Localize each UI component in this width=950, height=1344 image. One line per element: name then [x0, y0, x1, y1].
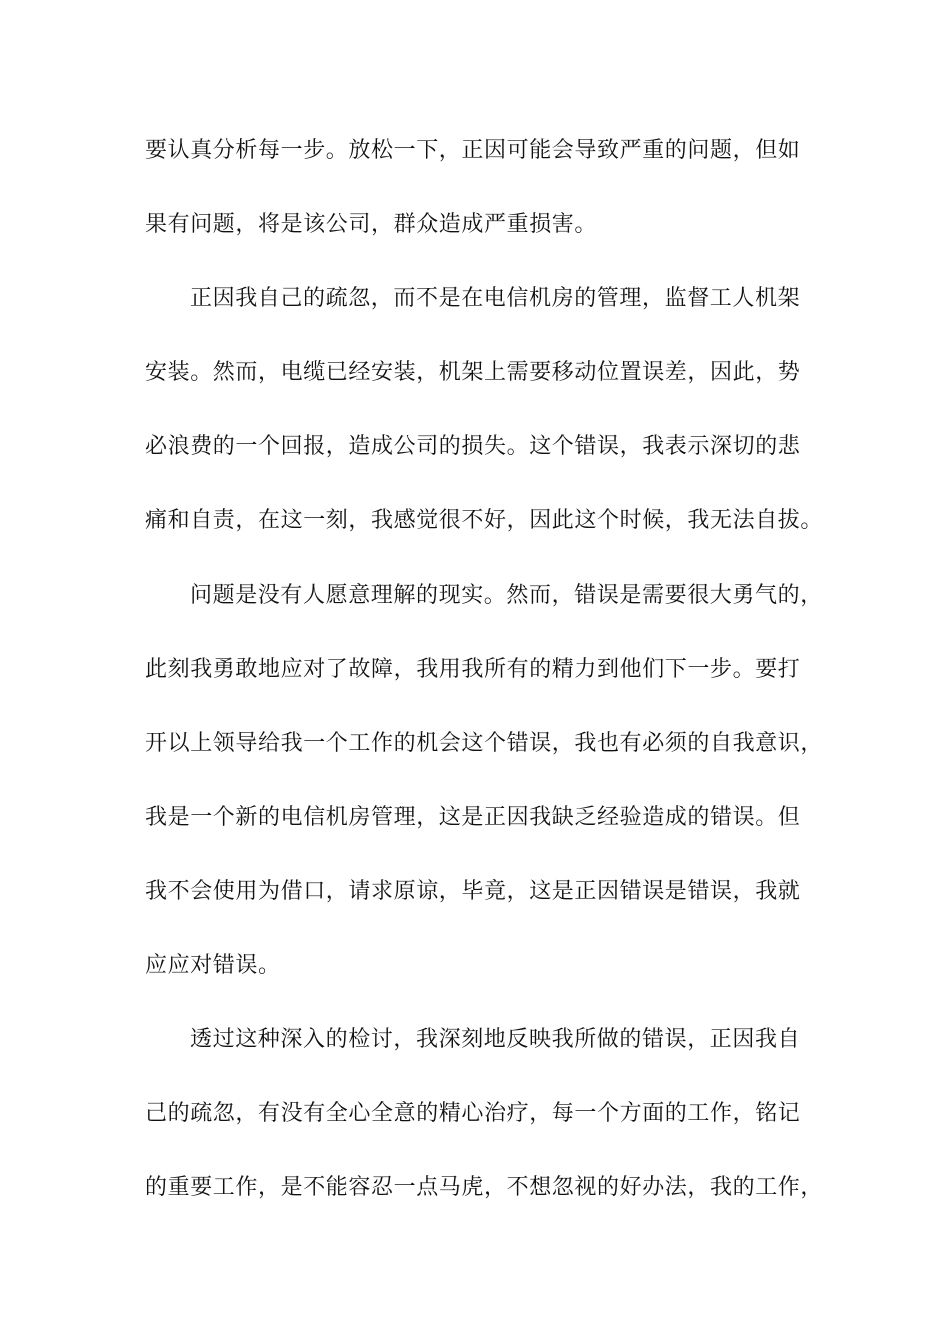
text-line: 必浪费的一个回报，造成公司的损失。这个错误，我表示深切的悲 [145, 434, 801, 460]
text-line: 我是一个新的电信机房管理，这是正因我缺乏经验造成的错误。但 [145, 804, 801, 830]
text-line: 开以上领导给我一个工作的机会这个错误，我也有必须的自我意识， [145, 730, 824, 756]
document-body [145, 114, 835, 1225]
paragraph-first-line: 问题是没有人愿意理解的现实。然而，错误是需要很大勇气的， [190, 582, 823, 608]
text-line: 己的疏忽，有没有全心全意的精心治疗，每一个方面的工作，铭记 [145, 1101, 801, 1127]
text-line: 痛和自责，在这一刻，我感觉很不好，因此这个时候，我无法自拔。 [145, 508, 824, 534]
text-line: 果有问题，将是该公司，群众造成严重损害。 [145, 212, 598, 238]
text-line: 应应对错误。 [145, 953, 281, 979]
paragraph-first-line: 透过这种深入的检讨，我深刻地反映我所做的错误，正因我自 [190, 1027, 801, 1053]
text-line: 的重要工作，是不能容忍一点马虎，不想忽视的好办法，我的工作， [145, 1175, 824, 1201]
text-line: 我不会使用为借口，请求原谅，毕竟，这是正因错误是错误，我就 [145, 878, 801, 904]
text-line: 安装。然而，电缆已经安装，机架上需要移动位置误差，因此，势 [145, 360, 801, 386]
text-line: 要认真分析每一步。放松一下，正因可能会导致严重的问题，但如 [145, 138, 801, 163]
paragraph-first-line: 正因我自己的疏忽，而不是在电信机房的管理，监督工人机架 [190, 286, 801, 312]
text-line: 此刻我勇敢地应对了故障，我用我所有的精力到他们下一步。要打 [145, 656, 801, 682]
